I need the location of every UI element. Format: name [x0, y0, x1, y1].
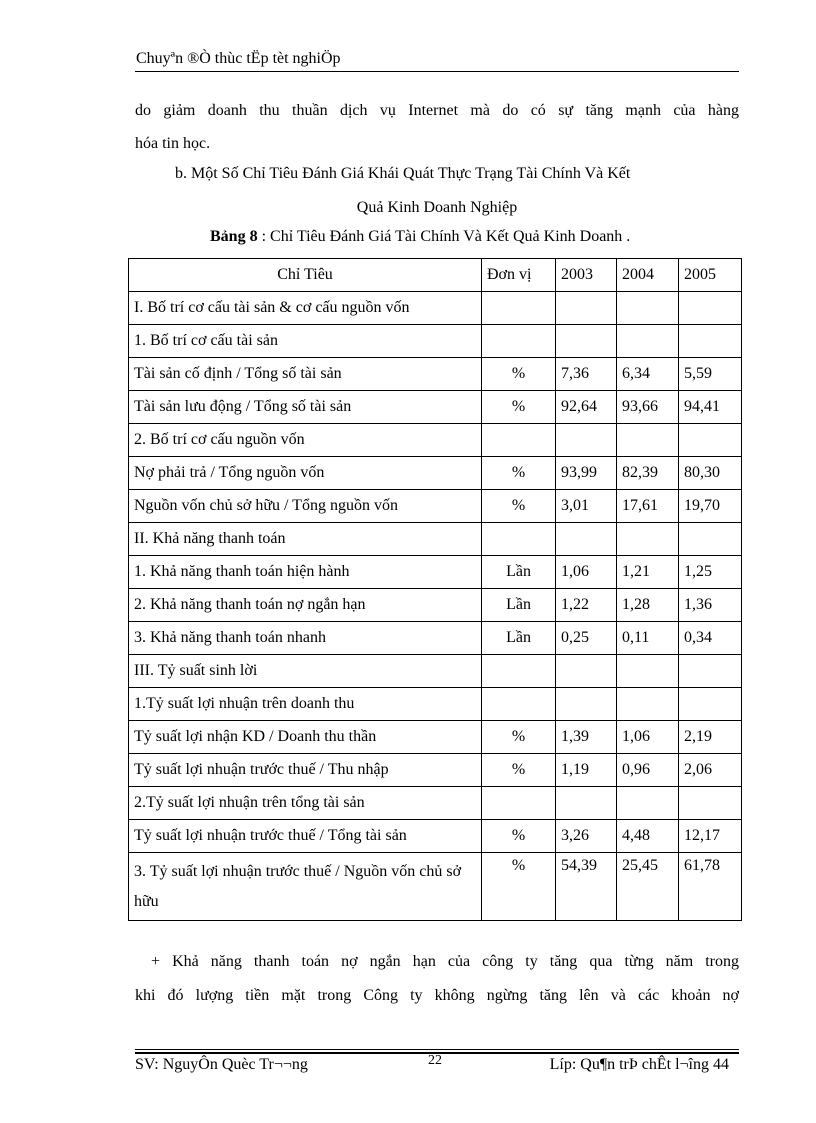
cell-value-2005: [679, 325, 742, 358]
closing-line-2: khi đó lượng tiền mặt trong Công ty không ngừng tăng lên và các khoản nợ: [135, 987, 739, 1004]
table-caption-label: Bảng 8: [210, 228, 258, 245]
cell-indicator: 3. Khả năng thanh toán nhanh: [129, 622, 482, 655]
cell-value-2003: [556, 424, 617, 457]
cell-value-2003: 3,01: [556, 490, 617, 523]
cell-unit: [482, 655, 556, 688]
cell-value-2004: 4,48: [617, 820, 679, 853]
cell-unit: %: [482, 820, 556, 853]
cell-unit: [482, 688, 556, 721]
cell-value-2003: 7,36: [556, 358, 617, 391]
cell-value-2003: [556, 325, 617, 358]
cell-value-2005: [679, 787, 742, 820]
table-row: [129, 655, 742, 688]
cell-indicator: Nguồn vốn chủ sở hữu / Tổng nguồn vốn: [129, 490, 482, 523]
cell-indicator: 2. Bố trí cơ cấu nguồn vốn: [129, 424, 482, 457]
cell-unit: Lần: [482, 589, 556, 622]
cell-value-2003: [556, 292, 617, 325]
cell-indicator: 1. Khả năng thanh toán hiện hành: [129, 556, 482, 589]
cell-value-2004: 6,34: [617, 358, 679, 391]
cell-value-2005: 19,70: [679, 490, 742, 523]
section-heading-line-1: b. Một Số Chỉ Tiêu Đánh Giá Khái Quát Thực Trạng Tài Chính Và Kết: [175, 165, 631, 182]
cell-indicator: Tài sản cố định / Tổng số tài sản: [129, 358, 482, 391]
cell-indicator: Nợ phải trả / Tổng nguồn vốn: [129, 457, 482, 490]
cell-indicator: 3. Tỷ suất lợi nhuận trước thuế / Nguồn vốn chủ sở hữu: [129, 853, 482, 921]
cell-value-2003: [556, 787, 617, 820]
table-row: [129, 754, 742, 787]
cell-indicator: 2. Khả năng thanh toán nợ ngắn hạn: [129, 589, 482, 622]
header-title: Chuyªn ®Ò thùc tËp tèt nghiÖp: [136, 50, 341, 67]
cell-value-2005: 61,78: [679, 853, 742, 921]
cell-value-2005: [679, 655, 742, 688]
cell-value-2004: [617, 292, 679, 325]
table-row: [129, 787, 742, 820]
cell-value-2003: 54,39: [556, 853, 617, 921]
cell-value-2005: [679, 688, 742, 721]
cell-value-2004: [617, 787, 679, 820]
cell-unit: %: [482, 721, 556, 754]
cell-value-2004: 1,28: [617, 589, 679, 622]
cell-value-2005: 94,41: [679, 391, 742, 424]
table-caption: [210, 228, 630, 246]
cell-value-2004: 93,66: [617, 391, 679, 424]
cell-value-2004: [617, 688, 679, 721]
table-row: [129, 820, 742, 853]
page-number: 22: [428, 1053, 442, 1068]
financial-indicators-table: [128, 258, 742, 921]
cell-unit: %: [482, 754, 556, 787]
cell-unit: %: [482, 457, 556, 490]
cell-value-2003: 1,22: [556, 589, 617, 622]
cell-value-2003: 1,19: [556, 754, 617, 787]
table-row: [129, 424, 742, 457]
cell-value-2004: 17,61: [617, 490, 679, 523]
cell-value-2003: [556, 523, 617, 556]
table-row: [129, 589, 742, 622]
cell-value-2003: 1,39: [556, 721, 617, 754]
header-year-2005: 2005: [679, 259, 742, 292]
table-row: [129, 292, 742, 325]
header-year-2003: 2003: [556, 259, 617, 292]
intro-paragraph: [135, 94, 739, 160]
cell-value-2003: [556, 688, 617, 721]
closing-line-1: + Khả năng thanh toán nợ ngắn hạn của công ty tăng qua từng năm trong: [151, 953, 739, 970]
cell-indicator: II. Khả năng thanh toán: [129, 523, 482, 556]
cell-value-2005: 1,25: [679, 556, 742, 589]
cell-value-2005: 12,17: [679, 820, 742, 853]
table-row: [129, 490, 742, 523]
cell-value-2004: [617, 523, 679, 556]
closing-paragraph: [135, 945, 739, 1013]
cell-indicator: Tỷ suất lợi nhận KD / Doanh thu thần: [129, 721, 482, 754]
cell-value-2004: 82,39: [617, 457, 679, 490]
section-heading: [135, 157, 739, 225]
intro-line-2: hóa tin học.: [135, 135, 211, 152]
section-heading-line-2: Quả Kinh Doanh Nghiệp: [356, 199, 518, 216]
table-row: [129, 556, 742, 589]
table-caption-text: : Chỉ Tiêu Đánh Giá Tài Chính Và Kết Quả Kinh Doanh .: [257, 228, 631, 245]
cell-unit: %: [482, 358, 556, 391]
cell-value-2004: 0,96: [617, 754, 679, 787]
cell-indicator: III. Tỷ suất sinh lời: [129, 655, 482, 688]
table-row: [129, 325, 742, 358]
table-header-row: [129, 259, 742, 292]
cell-unit: %: [482, 490, 556, 523]
cell-unit: [482, 424, 556, 457]
cell-indicator: 1.Tỷ suất lợi nhuận trên doanh thu: [129, 688, 482, 721]
cell-value-2003: 3,26: [556, 820, 617, 853]
cell-value-2005: 2,06: [679, 754, 742, 787]
table-row: [129, 457, 742, 490]
cell-unit: [482, 523, 556, 556]
cell-value-2005: [679, 292, 742, 325]
table-row: [129, 721, 742, 754]
footer-rule-thin: [135, 1049, 739, 1050]
cell-indicator: I. Bố trí cơ cấu tài sản & cơ cấu nguồn vốn: [129, 292, 482, 325]
cell-unit: [482, 787, 556, 820]
table-row: [129, 391, 742, 424]
cell-value-2005: [679, 523, 742, 556]
table-row: [129, 358, 742, 391]
cell-indicator: Tỷ suất lợi nhuận trước thuế / Thu nhập: [129, 754, 482, 787]
cell-value-2004: [617, 655, 679, 688]
cell-indicator: 2.Tỷ suất lợi nhuận trên tổng tài sản: [129, 787, 482, 820]
page-header: [135, 49, 739, 72]
cell-unit: [482, 325, 556, 358]
cell-value-2004: 1,21: [617, 556, 679, 589]
cell-unit: Lần: [482, 556, 556, 589]
cell-value-2004: 0,11: [617, 622, 679, 655]
cell-unit: %: [482, 391, 556, 424]
cell-value-2005: 1,36: [679, 589, 742, 622]
cell-value-2004: [617, 325, 679, 358]
cell-indicator: Tỷ suất lợi nhuận trước thuế / Tổng tài sản: [129, 820, 482, 853]
cell-value-2003: [556, 655, 617, 688]
cell-value-2005: 5,59: [679, 358, 742, 391]
table-row: [129, 853, 742, 921]
cell-unit: Lần: [482, 622, 556, 655]
cell-value-2003: 92,64: [556, 391, 617, 424]
cell-value-2004: 1,06: [617, 721, 679, 754]
cell-value-2003: 0,25: [556, 622, 617, 655]
cell-value-2005: 80,30: [679, 457, 742, 490]
cell-value-2003: 1,06: [556, 556, 617, 589]
cell-indicator: Tài sản lưu động / Tổng số tài sản: [129, 391, 482, 424]
cell-value-2005: 0,34: [679, 622, 742, 655]
table-row: [129, 523, 742, 556]
cell-indicator: 1. Bố trí cơ cấu tài sản: [129, 325, 482, 358]
table-row: [129, 688, 742, 721]
cell-value-2003: 93,99: [556, 457, 617, 490]
cell-value-2004: 25,45: [617, 853, 679, 921]
intro-line-1: do giảm doanh thu thuần dịch vụ Internet mà do có sự tăng mạnh của hàng: [135, 102, 739, 119]
cell-unit: %: [482, 853, 556, 921]
header-year-2004: 2004: [617, 259, 679, 292]
footer-student: SV: NguyÔn Quèc Tr¬¬ng: [135, 1056, 308, 1073]
header-unit: Đơn vị: [482, 259, 556, 292]
page-footer: [135, 1053, 739, 1078]
cell-value-2005: [679, 424, 742, 457]
cell-value-2004: [617, 424, 679, 457]
footer-class: Líp: Qu¶n trÞ chÊt l¬îng 44: [549, 1056, 729, 1073]
cell-unit: [482, 292, 556, 325]
cell-value-2005: 2,19: [679, 721, 742, 754]
table-row: [129, 622, 742, 655]
header-indicator: Chỉ Tiêu: [129, 259, 482, 292]
